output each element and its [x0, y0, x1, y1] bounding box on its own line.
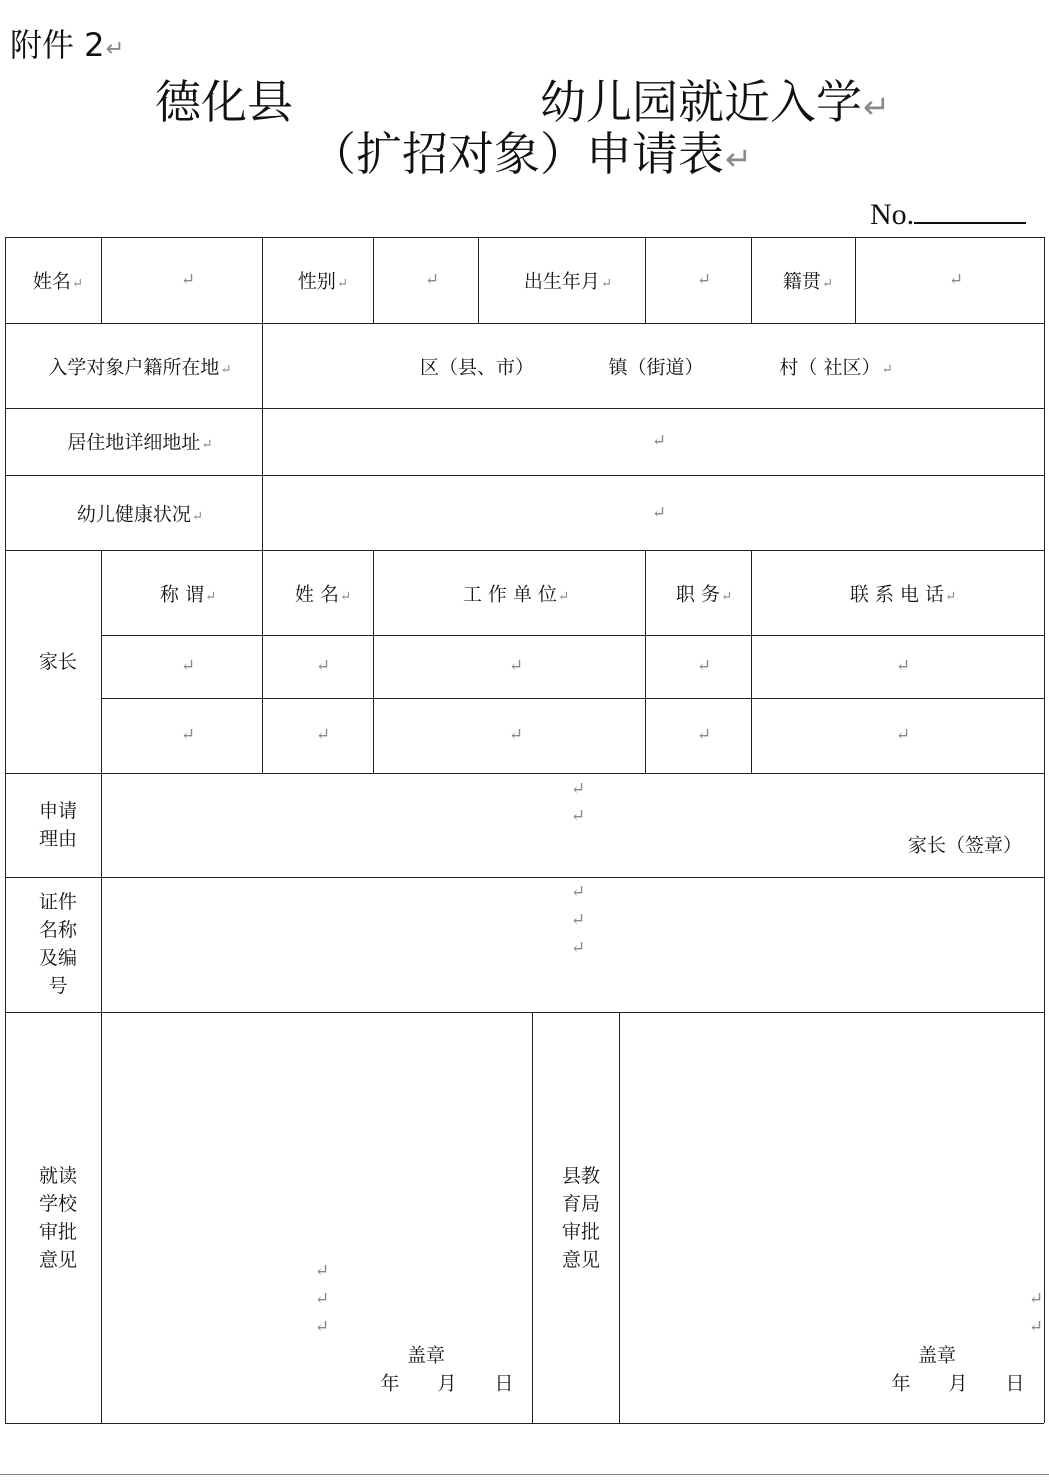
paragraph-mark: ↵	[570, 938, 586, 958]
parent1-relation-cell[interactable]: ↵	[180, 656, 196, 676]
gender-label: 性别↵	[297, 270, 349, 293]
birth-input-cell[interactable]: ↵	[696, 270, 712, 290]
title-line2: （扩招对象）申请表↵	[310, 127, 752, 181]
parents-label: 家长	[38, 651, 77, 673]
parents-col-position: 职 务↵	[675, 583, 733, 606]
parents-col-relation: 称 谓↵	[159, 583, 217, 606]
reason-input-cell[interactable]: ↵	[570, 779, 586, 799]
parent1-position-cell[interactable]: ↵	[696, 656, 712, 676]
bureau-approval-label: 县教 育局 审批 意见	[561, 1165, 600, 1271]
school-date-label: 年 月 日	[380, 1372, 514, 1395]
parent2-position-cell[interactable]: ↵	[696, 725, 712, 745]
paragraph-mark: ↵	[1028, 1317, 1044, 1337]
paragraph-mark: ↵	[570, 806, 586, 826]
parent2-name-cell[interactable]: ↵	[315, 725, 331, 745]
name-label: 姓名↵	[32, 270, 84, 293]
bureau-seal-label: 盖章	[917, 1344, 957, 1367]
residence-input-cell[interactable]: ↵	[651, 431, 667, 451]
parent1-name-cell[interactable]: ↵	[315, 656, 331, 676]
parent2-work-cell[interactable]: ↵	[508, 725, 524, 745]
certificate-input-cell[interactable]: ↵	[570, 882, 586, 902]
parents-col-name: 姓 名↵	[294, 583, 352, 606]
title-line1-right: 幼儿园就近入学↵	[540, 75, 890, 129]
paragraph-mark: ↵	[314, 1289, 330, 1309]
parents-col-phone: 联 系 电 话↵	[849, 583, 957, 606]
health-label: 幼儿健康状况↵	[76, 503, 204, 526]
birth-label: 出生年月↵	[523, 270, 613, 293]
hukou-label: 入学对象户籍所在地↵	[48, 356, 232, 379]
certificate-label: 证件 名称 及编号	[38, 891, 77, 997]
native-place-label: 籍贯↵	[782, 270, 834, 293]
hukou-village: 村（ 社区）↵	[779, 356, 893, 379]
gender-input-cell[interactable]: ↵	[424, 270, 440, 290]
bureau-approval-input-cell[interactable]: ↵	[1028, 1289, 1044, 1309]
school-approval-label: 就读 学校 审批 意见	[38, 1165, 77, 1271]
health-input-cell[interactable]: ↵	[651, 503, 667, 523]
attachment-label: 附件 2↵	[10, 26, 125, 64]
parent-signature-label: 家长（签章）	[907, 834, 1023, 857]
name-input-cell[interactable]: ↵	[180, 270, 196, 290]
paragraph-mark: ↵	[570, 910, 586, 930]
title-line1-left: 德化县	[155, 75, 293, 129]
parent1-work-cell[interactable]: ↵	[508, 656, 524, 676]
school-seal-label: 盖章	[406, 1344, 446, 1367]
school-approval-input-cell[interactable]: ↵	[314, 1261, 330, 1281]
parent1-phone-cell[interactable]: ↵	[895, 656, 911, 676]
paragraph-mark: ↵	[314, 1317, 330, 1337]
parent2-relation-cell[interactable]: ↵	[180, 725, 196, 745]
bureau-date-label: 年 月 日	[891, 1372, 1025, 1395]
page-bottom-line	[0, 1474, 1049, 1475]
native-place-input-cell[interactable]: ↵	[948, 270, 964, 290]
hukou-town: 镇（街道）	[608, 356, 704, 379]
hukou-district: 区（县、市）	[419, 356, 535, 379]
reason-label: 申请 理由	[38, 800, 77, 850]
parent2-phone-cell[interactable]: ↵	[895, 725, 911, 745]
form-number: No.	[870, 196, 1026, 232]
residence-label: 居住地详细地址↵	[67, 431, 213, 454]
parents-col-work: 工 作 单 位↵	[462, 583, 570, 606]
